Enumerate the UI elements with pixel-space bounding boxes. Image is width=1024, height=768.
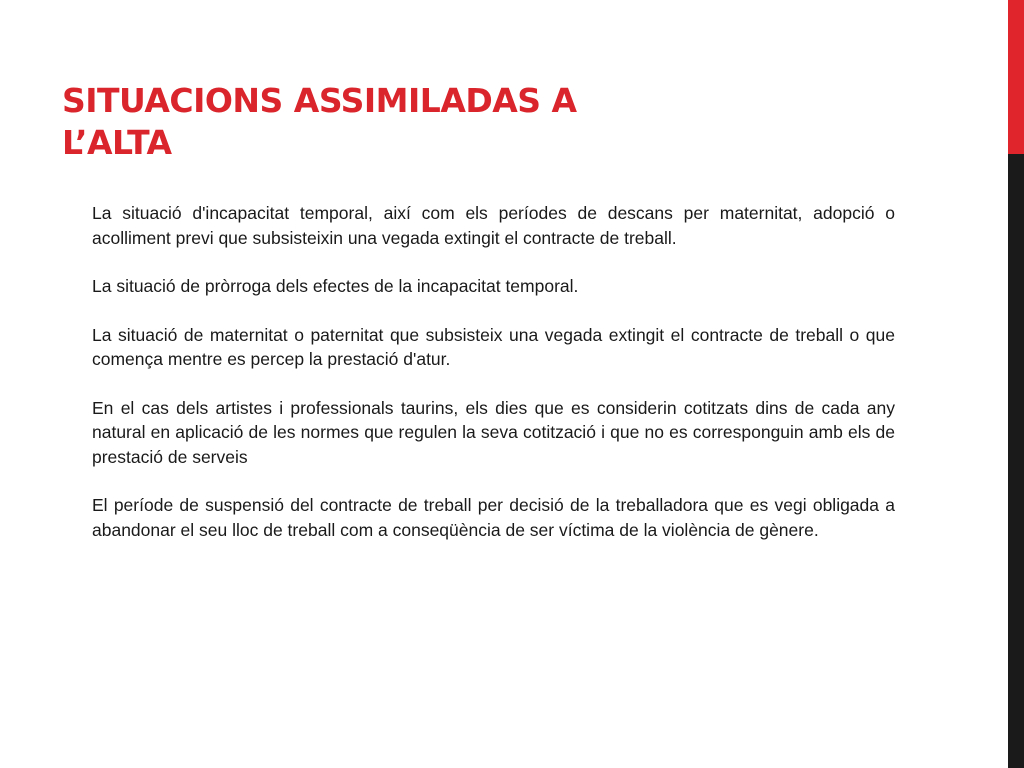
title-line-1: SITUACIONS ASSIMILADAS A	[62, 81, 577, 120]
paragraph-artistes-taurins: En el cas dels artistes i professionals taurins, els dies que es considerin cotitzats dins de cada any natural en aplicació de les normes que regulen la seva cotització i que no es corresponguin amb els de prestació de serveis	[92, 397, 895, 467]
title-line-2: L’ALTA	[62, 123, 172, 162]
slide-title	[62, 80, 782, 164]
paragraph-maternitat-paternitat: La situació de maternitat o paternitat que subsisteix una vegada extingit el contracte de treball o que comença mentre es percep la prestació d'atur.	[92, 324, 895, 369]
paragraph-incapacitat-temporal: La situació d'incapacitat temporal, així com els períodes de descans per maternitat, adopció o acolliment previ que subsisteixin una vegada extingit el contracte de treball.	[92, 203, 895, 248]
slide-body	[92, 201, 895, 566]
paragraph-violencia-genere: El període de suspensió del contracte de treball per decisió de la treballadora que es vegi obligada a abandonar el seu lloc de treball com a conseqüència de ser víctima de la violència de gènere.	[92, 495, 895, 540]
accent-bar-red	[1008, 0, 1024, 154]
accent-bar-black	[1008, 154, 1024, 768]
paragraph-prorroga: La situació de pròrroga dels efectes de la incapacitat temporal.	[92, 276, 579, 296]
